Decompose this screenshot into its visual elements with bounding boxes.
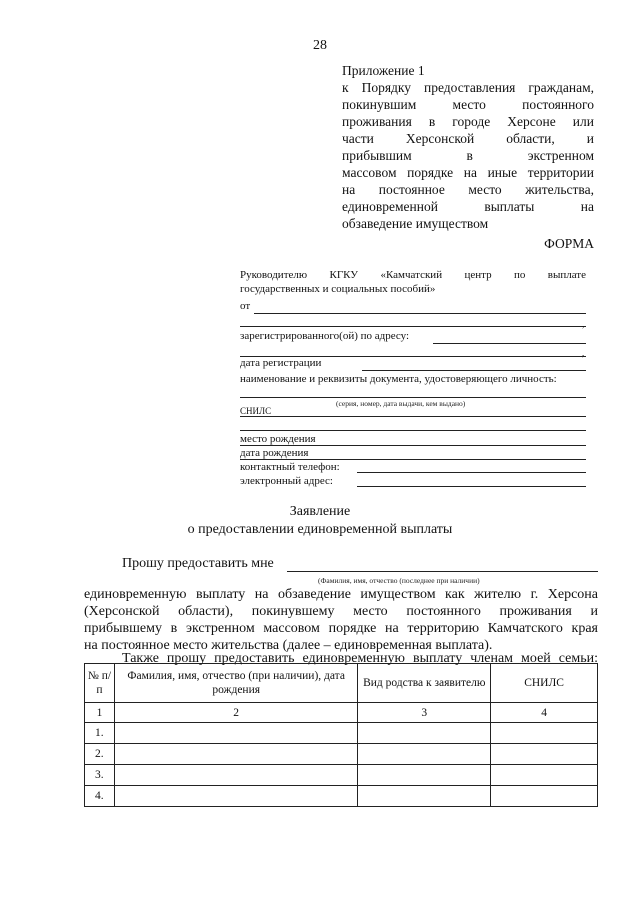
identity-document-field[interactable] xyxy=(240,397,586,398)
row-number: 2. xyxy=(85,744,115,765)
column-header-number: № п/п xyxy=(85,664,115,703)
email-field[interactable] xyxy=(357,486,586,487)
phone-field[interactable] xyxy=(357,472,586,473)
paragraph-line: единовременную выплату на обзаведение имуществом как жителю г. Херсона xyxy=(84,587,598,602)
family-members-table xyxy=(84,663,598,807)
fio-note: (Фамилия, имя, отчество (последнее при наличии) xyxy=(318,576,480,585)
appendix-line: проживания в городе Херсоне или xyxy=(342,114,594,129)
appendix-line: прибывшим в экстренном xyxy=(342,148,594,163)
name-cell[interactable] xyxy=(114,723,357,744)
table-row xyxy=(85,765,598,786)
column-numbers-row xyxy=(85,703,598,723)
column-number: 3 xyxy=(358,703,491,723)
appendix-line: единовременной выплаты на xyxy=(342,199,594,214)
column-number: 2 xyxy=(114,703,357,723)
appendix-line: Приложение 1 xyxy=(342,63,425,78)
birthdate-field[interactable] xyxy=(240,459,586,460)
table-header-row xyxy=(85,664,598,703)
relation-cell[interactable] xyxy=(358,786,491,807)
table-row xyxy=(85,723,598,744)
appendix-line: к Порядку предоставления гражданам, xyxy=(342,80,594,95)
paragraph-line: (Херсонской области), покинувшему место постоянного проживания и xyxy=(84,604,598,619)
birthplace-label: место рождения xyxy=(240,433,316,445)
name-cell[interactable] xyxy=(114,765,357,786)
snils-cell[interactable] xyxy=(491,786,598,807)
identity-document-note: (серия, номер, дата выдачи, кем выдано) xyxy=(336,399,466,408)
request-prefix: Прошу предоставить мне xyxy=(122,556,274,571)
column-number: 1 xyxy=(85,703,115,723)
form-label: ФОРМА xyxy=(544,236,594,251)
name-cell[interactable] xyxy=(114,744,357,765)
from-field[interactable] xyxy=(254,313,586,314)
birthplace-field[interactable] xyxy=(240,445,586,446)
page-number: 28 xyxy=(313,38,327,53)
statement-subtitle: о предоставлении единовременной выплаты xyxy=(187,522,453,537)
column-header-relation: Вид родства к заявителю xyxy=(358,664,491,703)
extra-field-line[interactable] xyxy=(240,430,586,431)
from-label: от xyxy=(240,300,251,312)
fio-field[interactable] xyxy=(287,571,598,572)
phone-label: контактный телефон: xyxy=(240,461,340,473)
addressee-line-1: Руководителю КГКУ «Камчатский центр по выплате xyxy=(240,269,586,281)
appendix-line: части Херсонской области, и xyxy=(342,131,594,146)
comma-mark: , xyxy=(582,348,585,358)
paragraph-line: прибывшему в экстренном массовом порядке на территорию Камчатского края xyxy=(84,621,598,636)
appendix-line: покинувшим место постоянного xyxy=(342,97,594,112)
appendix-line: массовом порядке на иные территории xyxy=(342,165,594,180)
appendix-line: обзаведение имуществом xyxy=(342,216,489,231)
registration-date-field[interactable] xyxy=(362,370,586,371)
relation-cell[interactable] xyxy=(358,723,491,744)
column-header-name: Фамилия, имя, отчество (при наличии), дата рождения xyxy=(114,664,357,703)
birthdate-label: дата рождения xyxy=(240,447,309,459)
email-label: электронный адрес: xyxy=(240,475,333,487)
column-number: 4 xyxy=(491,703,598,723)
from-field-line-2[interactable] xyxy=(240,326,586,327)
name-cell[interactable] xyxy=(114,786,357,807)
registered-address-field[interactable] xyxy=(433,343,586,344)
appendix-line: на постоянное место жительства, xyxy=(342,182,594,197)
row-number: 3. xyxy=(85,765,115,786)
snils-label: СНИЛС xyxy=(240,406,272,416)
family-request-text: Также прошу предоставить единовременную выплату членам моей семьи: xyxy=(122,651,598,666)
table-row xyxy=(85,744,598,765)
registration-date-label: дата регистрации xyxy=(240,357,322,369)
comma-mark: , xyxy=(582,319,585,329)
snils-cell[interactable] xyxy=(491,765,598,786)
identity-document-label: наименование и реквизиты документа, удостоверяющего личность: xyxy=(240,373,557,385)
appendix-reference xyxy=(342,62,594,232)
statement-paragraph xyxy=(84,586,598,654)
snils-field[interactable] xyxy=(240,416,586,417)
row-number: 4. xyxy=(85,786,115,807)
relation-cell[interactable] xyxy=(358,744,491,765)
table-row xyxy=(85,786,598,807)
addressee-line-2: государственных и социальных пособий» xyxy=(240,283,436,295)
row-number: 1. xyxy=(85,723,115,744)
paragraph-line: на постоянное место жительства (далее – единовременная выплата). xyxy=(84,638,493,653)
relation-cell[interactable] xyxy=(358,765,491,786)
snils-cell[interactable] xyxy=(491,723,598,744)
addressee-heading xyxy=(240,268,586,296)
column-header-snils: СНИЛС xyxy=(491,664,598,703)
registered-address-label: зарегистрированного(ой) по адресу: xyxy=(240,330,410,342)
snils-cell[interactable] xyxy=(491,744,598,765)
statement-title: Заявление xyxy=(289,504,351,519)
